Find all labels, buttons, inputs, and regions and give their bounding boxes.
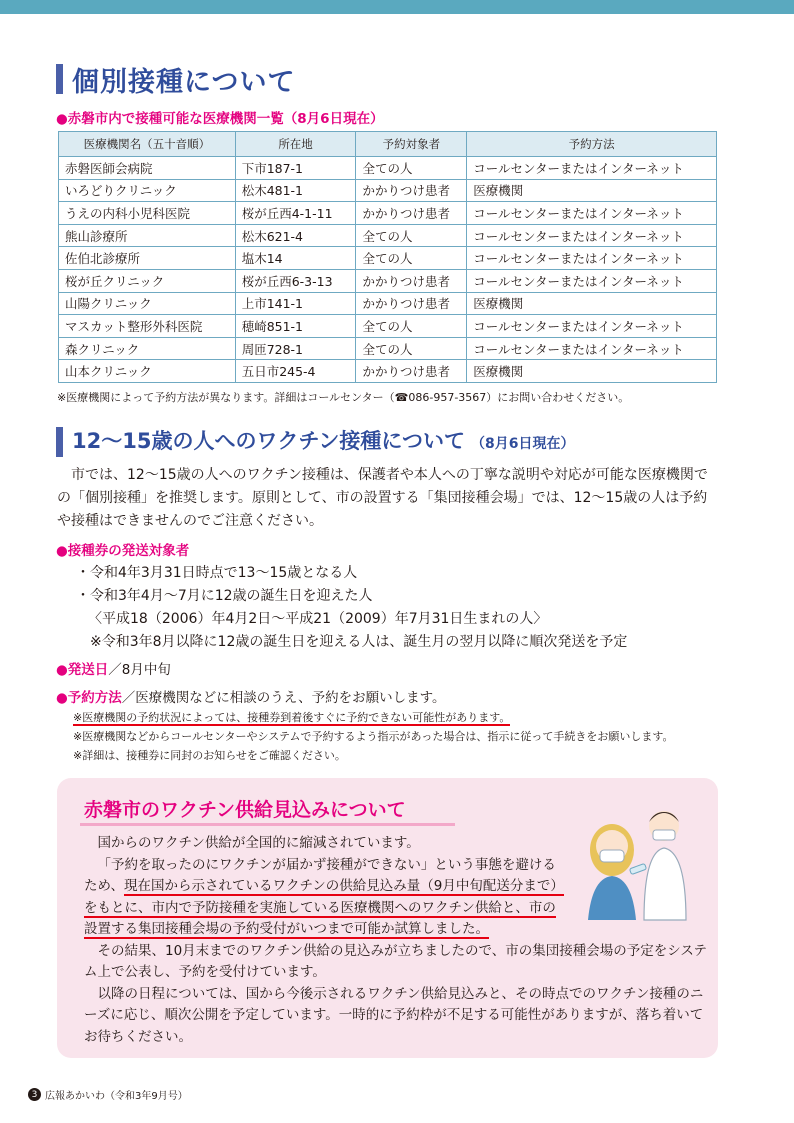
- box-paragraph-2-underline-b: をもとに、市内で予防接種を実施している医療機関へのワクチン供給と、市の設置する集団接種会場の予約受付がいつまで可能か試算しました。: [84, 899, 556, 937]
- clinic-target: 全ての人: [356, 157, 467, 180]
- list-item: ※令和3年8月以降に12歳の誕生日を迎える人は、誕生月の翌月以降に順次発送を予定: [90, 634, 628, 650]
- clinic-table: [58, 131, 717, 383]
- col-header-address: 所在地: [235, 132, 356, 157]
- footer-publication: 広報あかいわ（令和3年9月号）: [45, 1091, 188, 1102]
- table-row: [59, 269, 717, 292]
- table-row: [59, 337, 717, 360]
- table-row: [59, 202, 717, 225]
- clinic-method: 医療機関: [467, 292, 717, 315]
- clinic-name: マスカット整形外科医院: [59, 315, 236, 338]
- box-paragraph-1: 国からのワクチン供給が全国的に縮減されています。: [97, 835, 420, 851]
- clinic-name: 佐伯北診療所: [59, 247, 236, 270]
- clinic-name: いろどりクリニック: [59, 179, 236, 202]
- clinic-target: かかりつけ患者: [356, 360, 467, 383]
- box-title: 赤磐市のワクチン供給見込みについて: [84, 799, 406, 821]
- reserve-note: ※医療機関の予約状況によっては、接種券到着後すぐに予約できない可能性があります。: [73, 711, 511, 724]
- page-number: 3: [28, 1088, 41, 1101]
- list-item: ・令和4年3月31日時点で13～15歳となる人: [76, 565, 358, 581]
- clinic-address: 下市187-1: [235, 157, 356, 180]
- list-item: ・令和3年4月～7月に12歳の誕生日を迎えた人: [76, 588, 373, 604]
- clinic-method: コールセンターまたはインターネット: [467, 157, 717, 180]
- section2-body: 市では、12～15歳の人へのワクチン接種は、保護者や本人への丁寧な説明や対応が可能な医療機関での「個別接種」を推奨します。原則として、市の設置する「集団接種会場」では、12～15歳の人は予約や接種はできませんのでご注意ください。: [57, 467, 708, 529]
- clinic-table-note: ※医療機関によって予約方法が異なります。詳細はコールセンター（☎086-957-3567）にお問い合わせください。: [57, 391, 630, 404]
- clinic-address: 松木481-1: [235, 179, 356, 202]
- heading-bar-decoration: [56, 427, 63, 457]
- clinic-address: 五日市245-4: [235, 360, 356, 383]
- clinic-address: 桜が丘西4-1-11: [235, 202, 356, 225]
- clinic-name: うえの内科小児科医院: [59, 202, 236, 225]
- send-date-label: ●発送日: [56, 662, 109, 678]
- clinic-name: 赤磐医師会病院: [59, 157, 236, 180]
- reserve-method-value: ／医療機関などに相談のうえ、予約をお願いします。: [121, 690, 446, 706]
- clinic-target: かかりつけ患者: [356, 292, 467, 315]
- col-header-clinic: 医療機関名（五十音順）: [59, 132, 236, 157]
- box-paragraph-4: 以降の日程については、国から今後示されるワクチン供給見込みと、その時点でのワクチン接種のニーズに応じ、順次公開を予定しています。一時的に予約枠が不足する可能性がありますが、落ち着いてお待ちください。: [84, 985, 704, 1045]
- clinic-target: かかりつけ患者: [356, 179, 467, 202]
- box-title-underline: [80, 823, 455, 826]
- clinic-method: コールセンターまたはインターネット: [467, 269, 717, 292]
- col-header-method: 予約方法: [467, 132, 717, 157]
- col-header-target: 予約対象者: [356, 132, 467, 157]
- clinic-address: 穂崎851-1: [235, 315, 356, 338]
- section2-date: （8月6日現在）: [470, 436, 575, 452]
- box-paragraph-3: その結果、10月末までのワクチン供給の見込みが立ちましたので、市の集団接種会場の予定をシステム上で公表し、予約を受付けています。: [84, 942, 708, 980]
- box-paragraph-2-lead: 「予約を取ったのにワクチンが届かず接種ができない」という事態を避けるため、: [84, 856, 556, 894]
- clinic-address: 松木621-4: [235, 224, 356, 247]
- send-date-value: ／8月中旬: [108, 662, 171, 678]
- clinic-address: 上市141-1: [235, 292, 356, 315]
- ticket-heading: ●接種券の発送対象者: [56, 543, 190, 559]
- clinic-target: 全ての人: [356, 315, 467, 338]
- clinic-method: コールセンターまたはインターネット: [467, 315, 717, 338]
- table-row: [59, 360, 717, 383]
- reserve-note: ※詳細は、接種券に同封のお知らせをご確認ください。: [73, 749, 346, 762]
- clinic-name: 桜が丘クリニック: [59, 269, 236, 292]
- clinic-target: 全ての人: [356, 224, 467, 247]
- table-row: [59, 247, 717, 270]
- clinic-method: コールセンターまたはインターネット: [467, 224, 717, 247]
- table-row: [59, 224, 717, 247]
- box-body: [84, 833, 709, 1048]
- clinic-target: 全ての人: [356, 337, 467, 360]
- clinic-name: 森クリニック: [59, 337, 236, 360]
- reserve-notes: [73, 708, 673, 765]
- clinic-method: コールセンターまたはインターネット: [467, 337, 717, 360]
- section2-title: 12～15歳の人へのワクチン接種について: [72, 429, 465, 453]
- clinic-list-subtitle: ●赤磐市内で接種可能な医療機関一覧（8月6日現在）: [56, 111, 384, 127]
- clinic-method: 医療機関: [467, 179, 717, 202]
- clinic-address: 塩木14: [235, 247, 356, 270]
- clinic-name: 山陽クリニック: [59, 292, 236, 315]
- clinic-method: 医療機関: [467, 360, 717, 383]
- clinic-method: コールセンターまたはインターネット: [467, 202, 717, 225]
- table-row: [59, 292, 717, 315]
- box-paragraph-2-underline-a: 現在国から示されているワクチンの供給見込み量（9月中旬配送分まで）: [123, 878, 564, 894]
- section1-heading: [56, 62, 295, 96]
- ticket-bullets: [76, 562, 627, 654]
- clinic-name: 山本クリニック: [59, 360, 236, 383]
- table-row: [59, 179, 717, 202]
- send-date-line: [56, 658, 171, 678]
- table-row: [59, 157, 717, 180]
- section1-title: 個別接種について: [72, 66, 296, 98]
- list-item: 〈平成18（2006）年4月2日～平成21（2009）年7月31日生まれの人〉: [88, 611, 548, 627]
- table-row: [59, 315, 717, 338]
- clinic-address: 周匝728-1: [235, 337, 356, 360]
- section2-paragraph: [57, 464, 721, 533]
- clinic-target: かかりつけ患者: [356, 202, 467, 225]
- clinic-address: 桜が丘西6-3-13: [235, 269, 356, 292]
- section2-heading: [56, 425, 574, 459]
- clinic-target: かかりつけ患者: [356, 269, 467, 292]
- clinic-table-header: [59, 132, 717, 157]
- reserve-method-line: [56, 686, 446, 706]
- reserve-method-label: ●予約方法: [56, 690, 122, 706]
- box-paragraph-2: [84, 855, 709, 941]
- clinic-target: 全ての人: [356, 247, 467, 270]
- top-color-bar: [0, 0, 794, 14]
- clinic-name: 熊山診療所: [59, 224, 236, 247]
- clinic-method: コールセンターまたはインターネット: [467, 247, 717, 270]
- heading-bar-decoration: [56, 64, 63, 94]
- reserve-note: ※医療機関などからコールセンターやシステムで予約するよう指示があった場合は、指示に従って手続きをお願いします。: [73, 730, 674, 743]
- page-footer: [28, 1087, 188, 1102]
